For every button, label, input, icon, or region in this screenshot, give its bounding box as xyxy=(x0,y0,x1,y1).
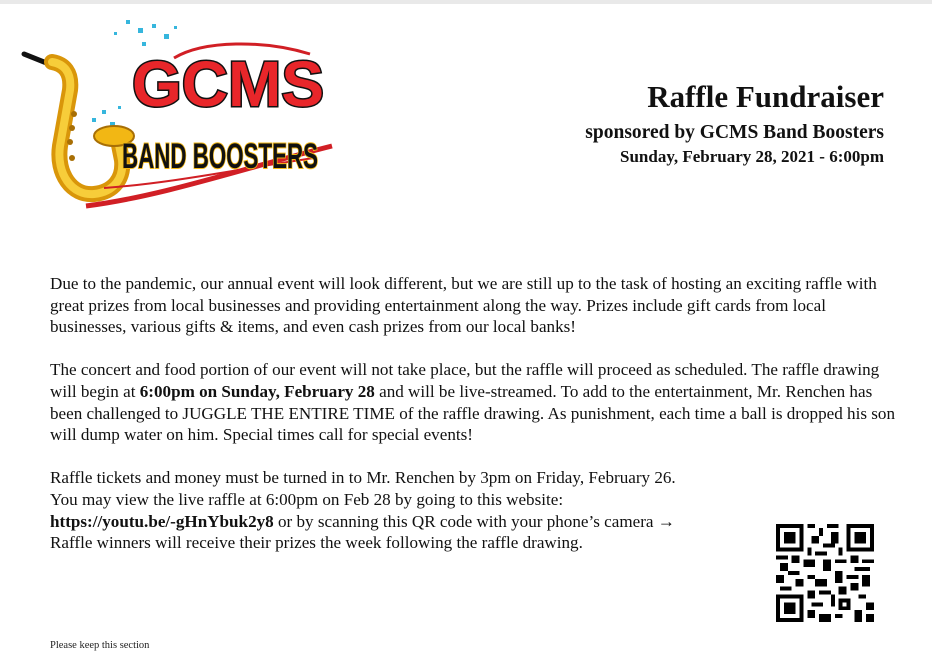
document-body xyxy=(50,273,900,554)
page-top-border xyxy=(0,0,932,4)
tickets-deadline-line: Raffle tickets and money must be turned in to Mr. Renchen by 3pm on Friday, February 26. xyxy=(50,468,676,488)
event-sponsor: sponsored by GCMS Band Boosters xyxy=(585,122,884,143)
raffle-details-text-b: and will be live-streamed. To add to the entertainment, Mr. Renchen has been challenged to JUGGLE THE ENTIRE TIME of the raffle drawing. As punishment, each time a ball is dropped his son will dump water on him. Special times call for special events! xyxy=(50,381,895,445)
paragraph-raffle-details xyxy=(50,359,900,445)
footer-note: Please keep this section xyxy=(50,640,150,651)
link-line xyxy=(50,511,780,533)
raffle-details-text-a: The concert and food portion of our event will not take place, but the raffle will proceed as scheduled. The raffle drawing will begin at xyxy=(50,360,880,401)
logo-gcms-text: GCMS xyxy=(132,48,324,120)
paragraph-pandemic: Due to the pandemic, our annual event will look different, but we are still up to the task of hosting an exciting raffle with great prizes from local businesses and providing entertainment along the way. Prizes include gift cards from local businesses, various gifts & items, and even cash prizes from our local banks! xyxy=(50,274,877,337)
event-datetime: Sunday, February 28, 2021 - 6:00pm xyxy=(620,147,884,166)
saxophone-icon xyxy=(24,54,134,194)
logo-band-boosters-text: BAND BOOSTERS xyxy=(122,137,318,176)
youtube-link[interactable]: https://youtu.be/-gHnYbuk2y8 xyxy=(50,511,274,531)
livestream-line: You may view the live raffle at 6:00pm on Feb 28 by going to this website: xyxy=(50,489,564,509)
qr-instruction-text: or by scanning this QR code with your phone’s camera → xyxy=(273,511,675,531)
event-title: Raffle Fundraiser xyxy=(647,79,884,114)
winners-line: Raffle winners will receive their prizes the week following the raffle drawing. xyxy=(50,533,583,553)
gcms-band-boosters-logo xyxy=(14,18,334,214)
paragraph-tickets xyxy=(50,467,780,553)
event-header xyxy=(585,78,884,168)
qr-code-icon xyxy=(776,524,874,622)
drawing-time-bold: 6:00pm on Sunday, February 28 xyxy=(139,381,375,401)
